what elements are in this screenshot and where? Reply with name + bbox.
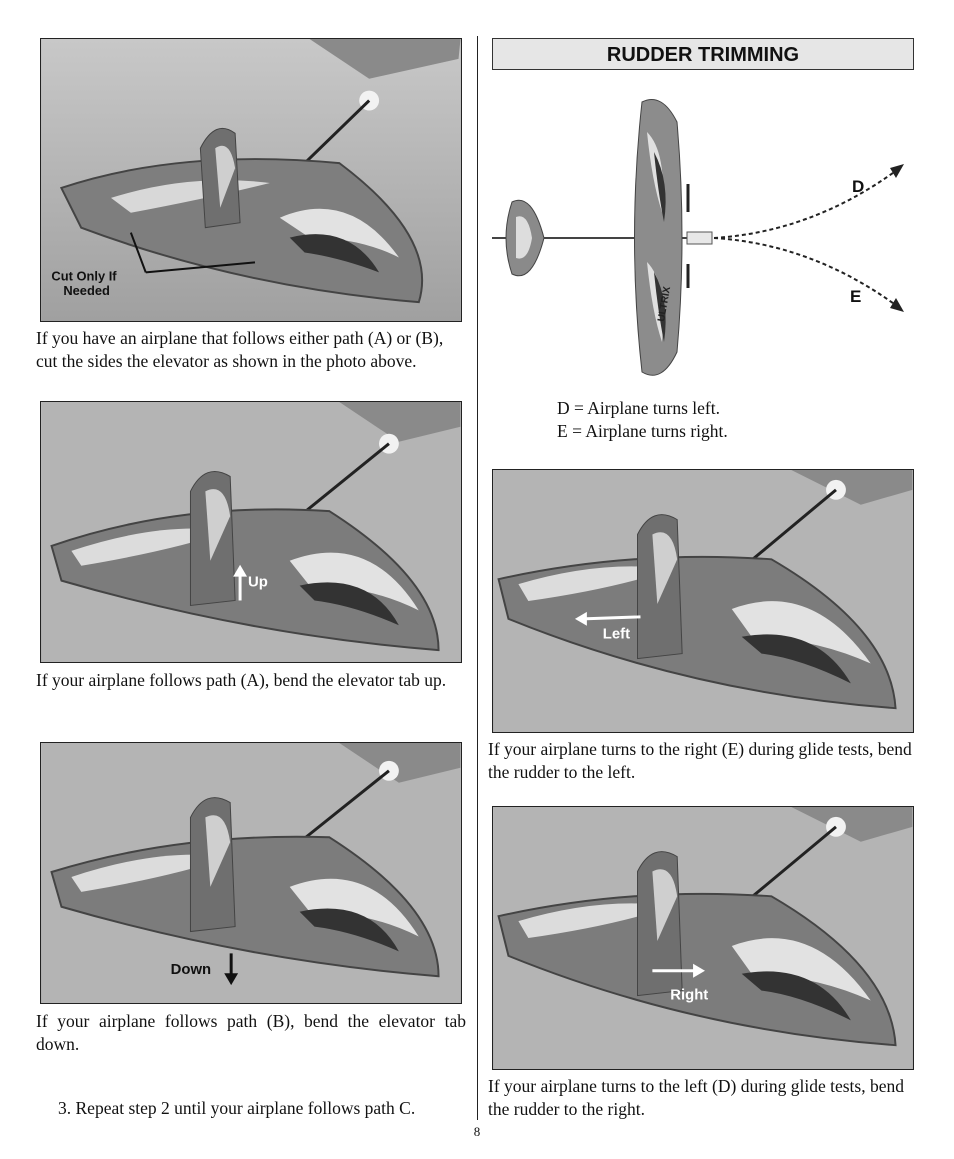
cut-label-line1: Cut Only If [51,268,117,284]
caption-left: If your airplane turns to the right (E) during glide tests, bend the rudder to the left. [488,739,912,782]
caption-up: If your airplane follows path (A), bend the elevator tab up. [36,670,447,690]
path-e-label: E [850,287,862,306]
legend-d: D = Airplane turns left. [557,398,720,418]
rudder-left-illustration [493,470,913,732]
elevator-up-illustration [41,402,461,662]
elevator-up-photo [40,401,462,663]
caption-cut: If you have an airplane that follows either path (A) or (B), cut the sides the elevator as shown in the photo above. [36,328,444,371]
elevator-illustration [41,39,461,321]
step-3: 3. Repeat step 2 until your airplane follows path C. [58,1098,416,1118]
rudder-diagram-svg [492,92,914,384]
left-label: Left [602,626,631,643]
rudder-right-illustration [493,807,913,1069]
caption-down: If your airplane follows path (B), bend the elevator tab down. [36,1011,466,1054]
column-divider [477,36,478,1120]
path-d-label: D [852,177,865,196]
legend-e: E = Airplane turns right. [557,421,728,441]
rudder-left-photo [492,469,914,733]
page-number: 8 [473,1124,481,1139]
rudder-right-photo [492,806,914,1070]
elevator-cut-photo [40,38,462,322]
right-label: Right [670,987,709,1004]
caption-right: If your airplane turns to the left (D) during glide tests, bend the rudder to the right. [488,1076,905,1119]
up-label: Up [248,574,268,591]
elevator-down-photo [40,742,462,1004]
wing-brand-text: ULTRIX [656,285,674,323]
elevator-down-illustration [41,743,461,1003]
rudder-diagram [492,92,914,384]
down-label: Down [170,962,212,979]
cut-label-line2: Needed [63,283,110,299]
section-heading: RUDDER TRIMMING [492,38,914,70]
